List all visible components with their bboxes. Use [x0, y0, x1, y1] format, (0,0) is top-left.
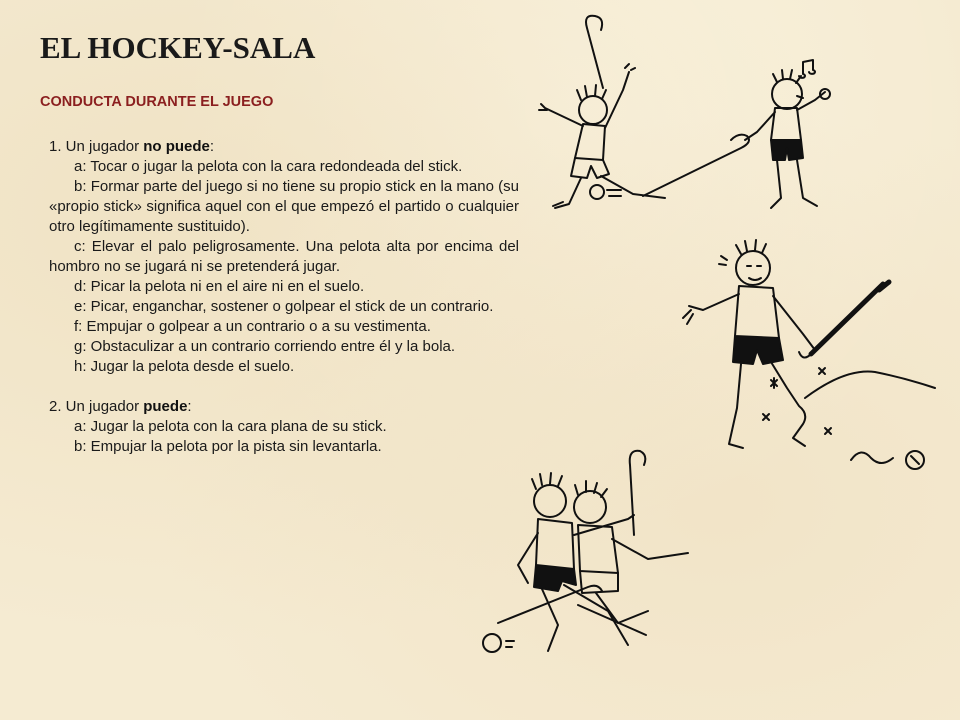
rule-item: b: Empujar la pelota por la pista sin levantarla.	[74, 438, 382, 455]
rule-item: c: Elevar el palo peligrosamente. Una pelota alta por encima del hombro no se jugará ni se pretenderá jugar.	[49, 238, 519, 275]
section-subtitle: CONDUCTA DURANTE EL JUEGO	[40, 94, 274, 110]
players-colliding-drawing	[478, 435, 708, 665]
rule-item: f: Empujar o golpear a un contrario o a su vestimenta.	[74, 318, 431, 335]
rule-item: h: Jugar la pelota desde el suelo.	[74, 358, 295, 375]
two-players-stick-hook-drawing	[525, 8, 855, 228]
rule-item: a: Tocar o jugar la pelota con la cara redondeada del stick.	[74, 158, 463, 175]
emphasis-puede: puede	[143, 398, 188, 415]
rule-item: d: Picar la pelota ni en el aire ni en el suelo.	[74, 278, 365, 295]
player-hit-in-leg-drawing	[675, 238, 945, 478]
rule-item: g: Obstaculizar a un contrario corriendo entre él y la bola.	[74, 338, 456, 355]
rules-text	[49, 137, 519, 457]
page-title: EL HOCKEY-SALA	[40, 30, 316, 65]
rule-heading-cannot: 1. Un jugador no puede:	[49, 138, 215, 155]
emphasis-no-puede: no puede	[143, 138, 210, 155]
rule-item: b: Formar parte del juego si no tiene su propio stick en la mano (su «propio stick» significa aquel con el que empezó el partido o cualquier otro legítimamente sustituido).	[49, 178, 519, 235]
rule-heading-can: 2. Un jugador puede:	[49, 398, 192, 415]
rule-item: a: Jugar la pelota con la cara plana de su stick.	[74, 418, 387, 435]
rule-item: e: Picar, enganchar, sostener o golpear el stick de un contrario.	[74, 298, 494, 315]
spacer	[49, 377, 519, 397]
